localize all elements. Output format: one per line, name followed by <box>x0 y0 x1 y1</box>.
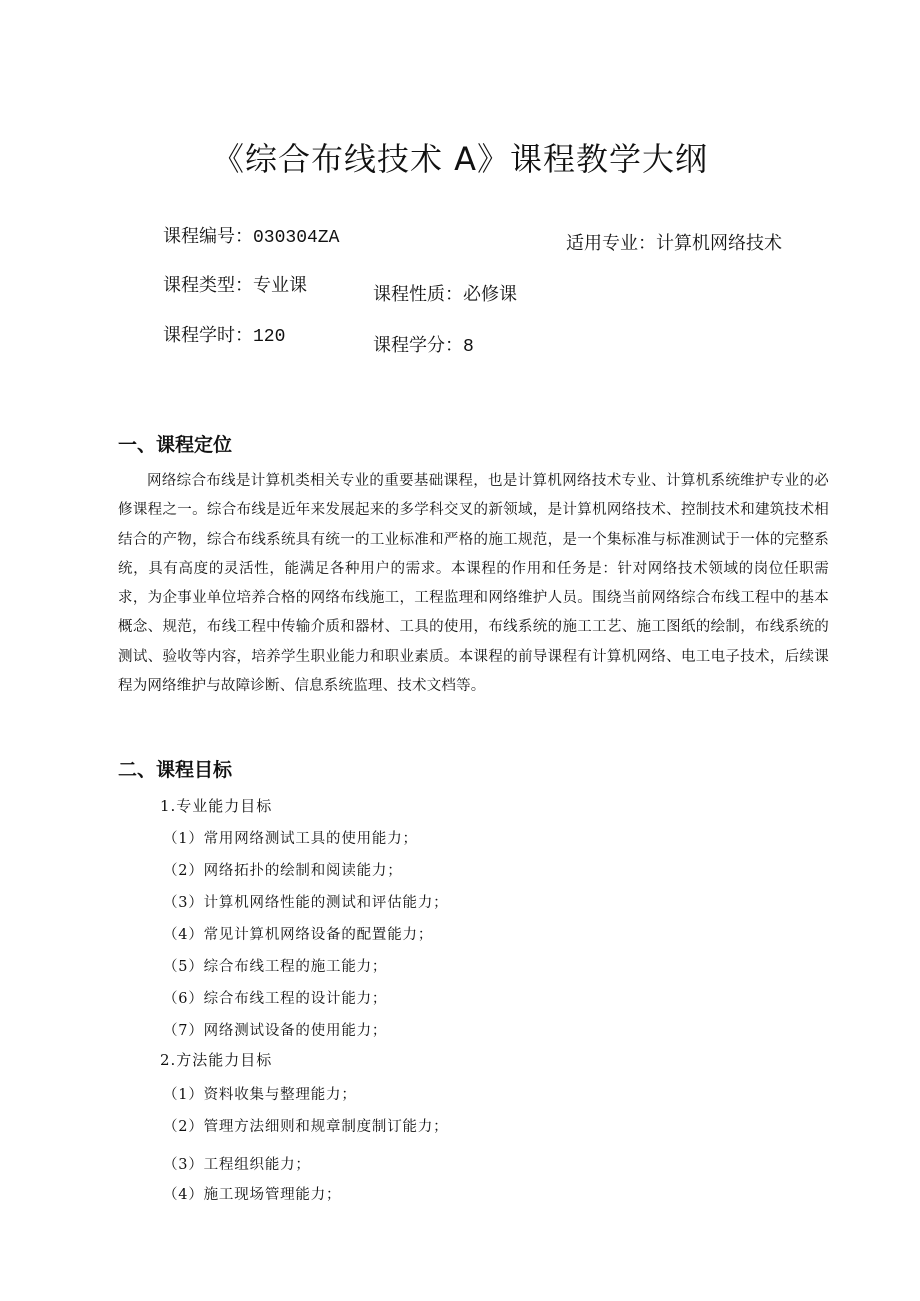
course-nature-value: 必修课 <box>463 284 517 305</box>
course-nature-label: 课程性质： <box>373 284 463 305</box>
page-title: 《综合布线技术 A》课程教学大纲 <box>211 140 709 178</box>
course-hours-label: 课程学时： <box>163 325 253 346</box>
list-item: （2）网络拓扑的绘制和阅读能力； <box>163 863 403 879</box>
course-hours <box>163 321 285 347</box>
professional-ability-heading: 1.专业能力目标 <box>160 797 273 815</box>
course-code-label: 课程编号： <box>163 226 253 247</box>
list-item: （2）管理方法细则和规章制度制订能力； <box>163 1119 449 1135</box>
applicable-major <box>566 229 782 255</box>
list-item: （4）常见计算机网络设备的配置能力； <box>163 927 434 943</box>
list-item: （1）常用网络测试工具的使用能力； <box>163 831 418 847</box>
course-credits <box>373 331 474 357</box>
list-item: （5）综合布线工程的施工能力； <box>163 959 388 975</box>
list-item: （1）资料收集与整理能力； <box>163 1087 357 1103</box>
course-type-value: 专业课 <box>253 275 307 296</box>
course-credits-value: 8 <box>463 337 474 357</box>
course-credits-label: 课程学分： <box>373 335 463 356</box>
section-heading-objectives: 二、课程目标 <box>118 759 233 781</box>
list-item: （3）工程组织能力； <box>163 1157 311 1173</box>
course-code <box>163 222 339 248</box>
method-ability-heading: 2.方法能力目标 <box>160 1051 273 1069</box>
major-label: 适用专业： <box>566 233 656 254</box>
list-item: （3）计算机网络性能的测试和评估能力； <box>163 895 449 911</box>
section-heading-positioning: 一、课程定位 <box>118 434 233 456</box>
major-value: 计算机网络技术 <box>656 233 782 254</box>
list-item: （7）网络测试设备的使用能力； <box>163 1023 388 1039</box>
list-item: （6）综合布线工程的设计能力； <box>163 991 388 1007</box>
course-hours-value: 120 <box>253 327 286 347</box>
course-code-value: 030304ZA <box>253 228 340 248</box>
positioning-paragraph: 网络综合布线是计算机类相关专业的重要基础课程，也是计算机网络技术专业、计算机系统维护专业的必修课程之一。综合布线是近年来发展起来的多学科交叉的新领域，是计算机网络技术、控制技术和建筑技术相结合的产物，综合布线系统具有统一的工业标准和严格的施工规范，是一个集标准与标准测试于一体的完整系统，具有高度的灵活性，能满足各种用户的需求。本课程的作用和任务是：针对网络技术领域的岗位任职需求，为企事业单位培养合格的网络布线施工，工程监理和网络维护人员。围绕当前网络综合布线工程中的基本概念、规范，布线工程中传输介质和器材、工具的使用，布线系统的施工工艺、施工图纸的绘制，布线系统的测试、验收等内容，培养学生职业能力和职业素质。本课程的前导课程有计算机网络、电工电子技术，后续课程为网络维护与故障诊断、信息系统监理、技术文档等。 <box>118 473 829 695</box>
course-nature <box>373 280 517 306</box>
course-type-label: 课程类型： <box>163 275 253 296</box>
list-item: （4）施工现场管理能力； <box>163 1187 342 1203</box>
course-type <box>163 271 307 297</box>
